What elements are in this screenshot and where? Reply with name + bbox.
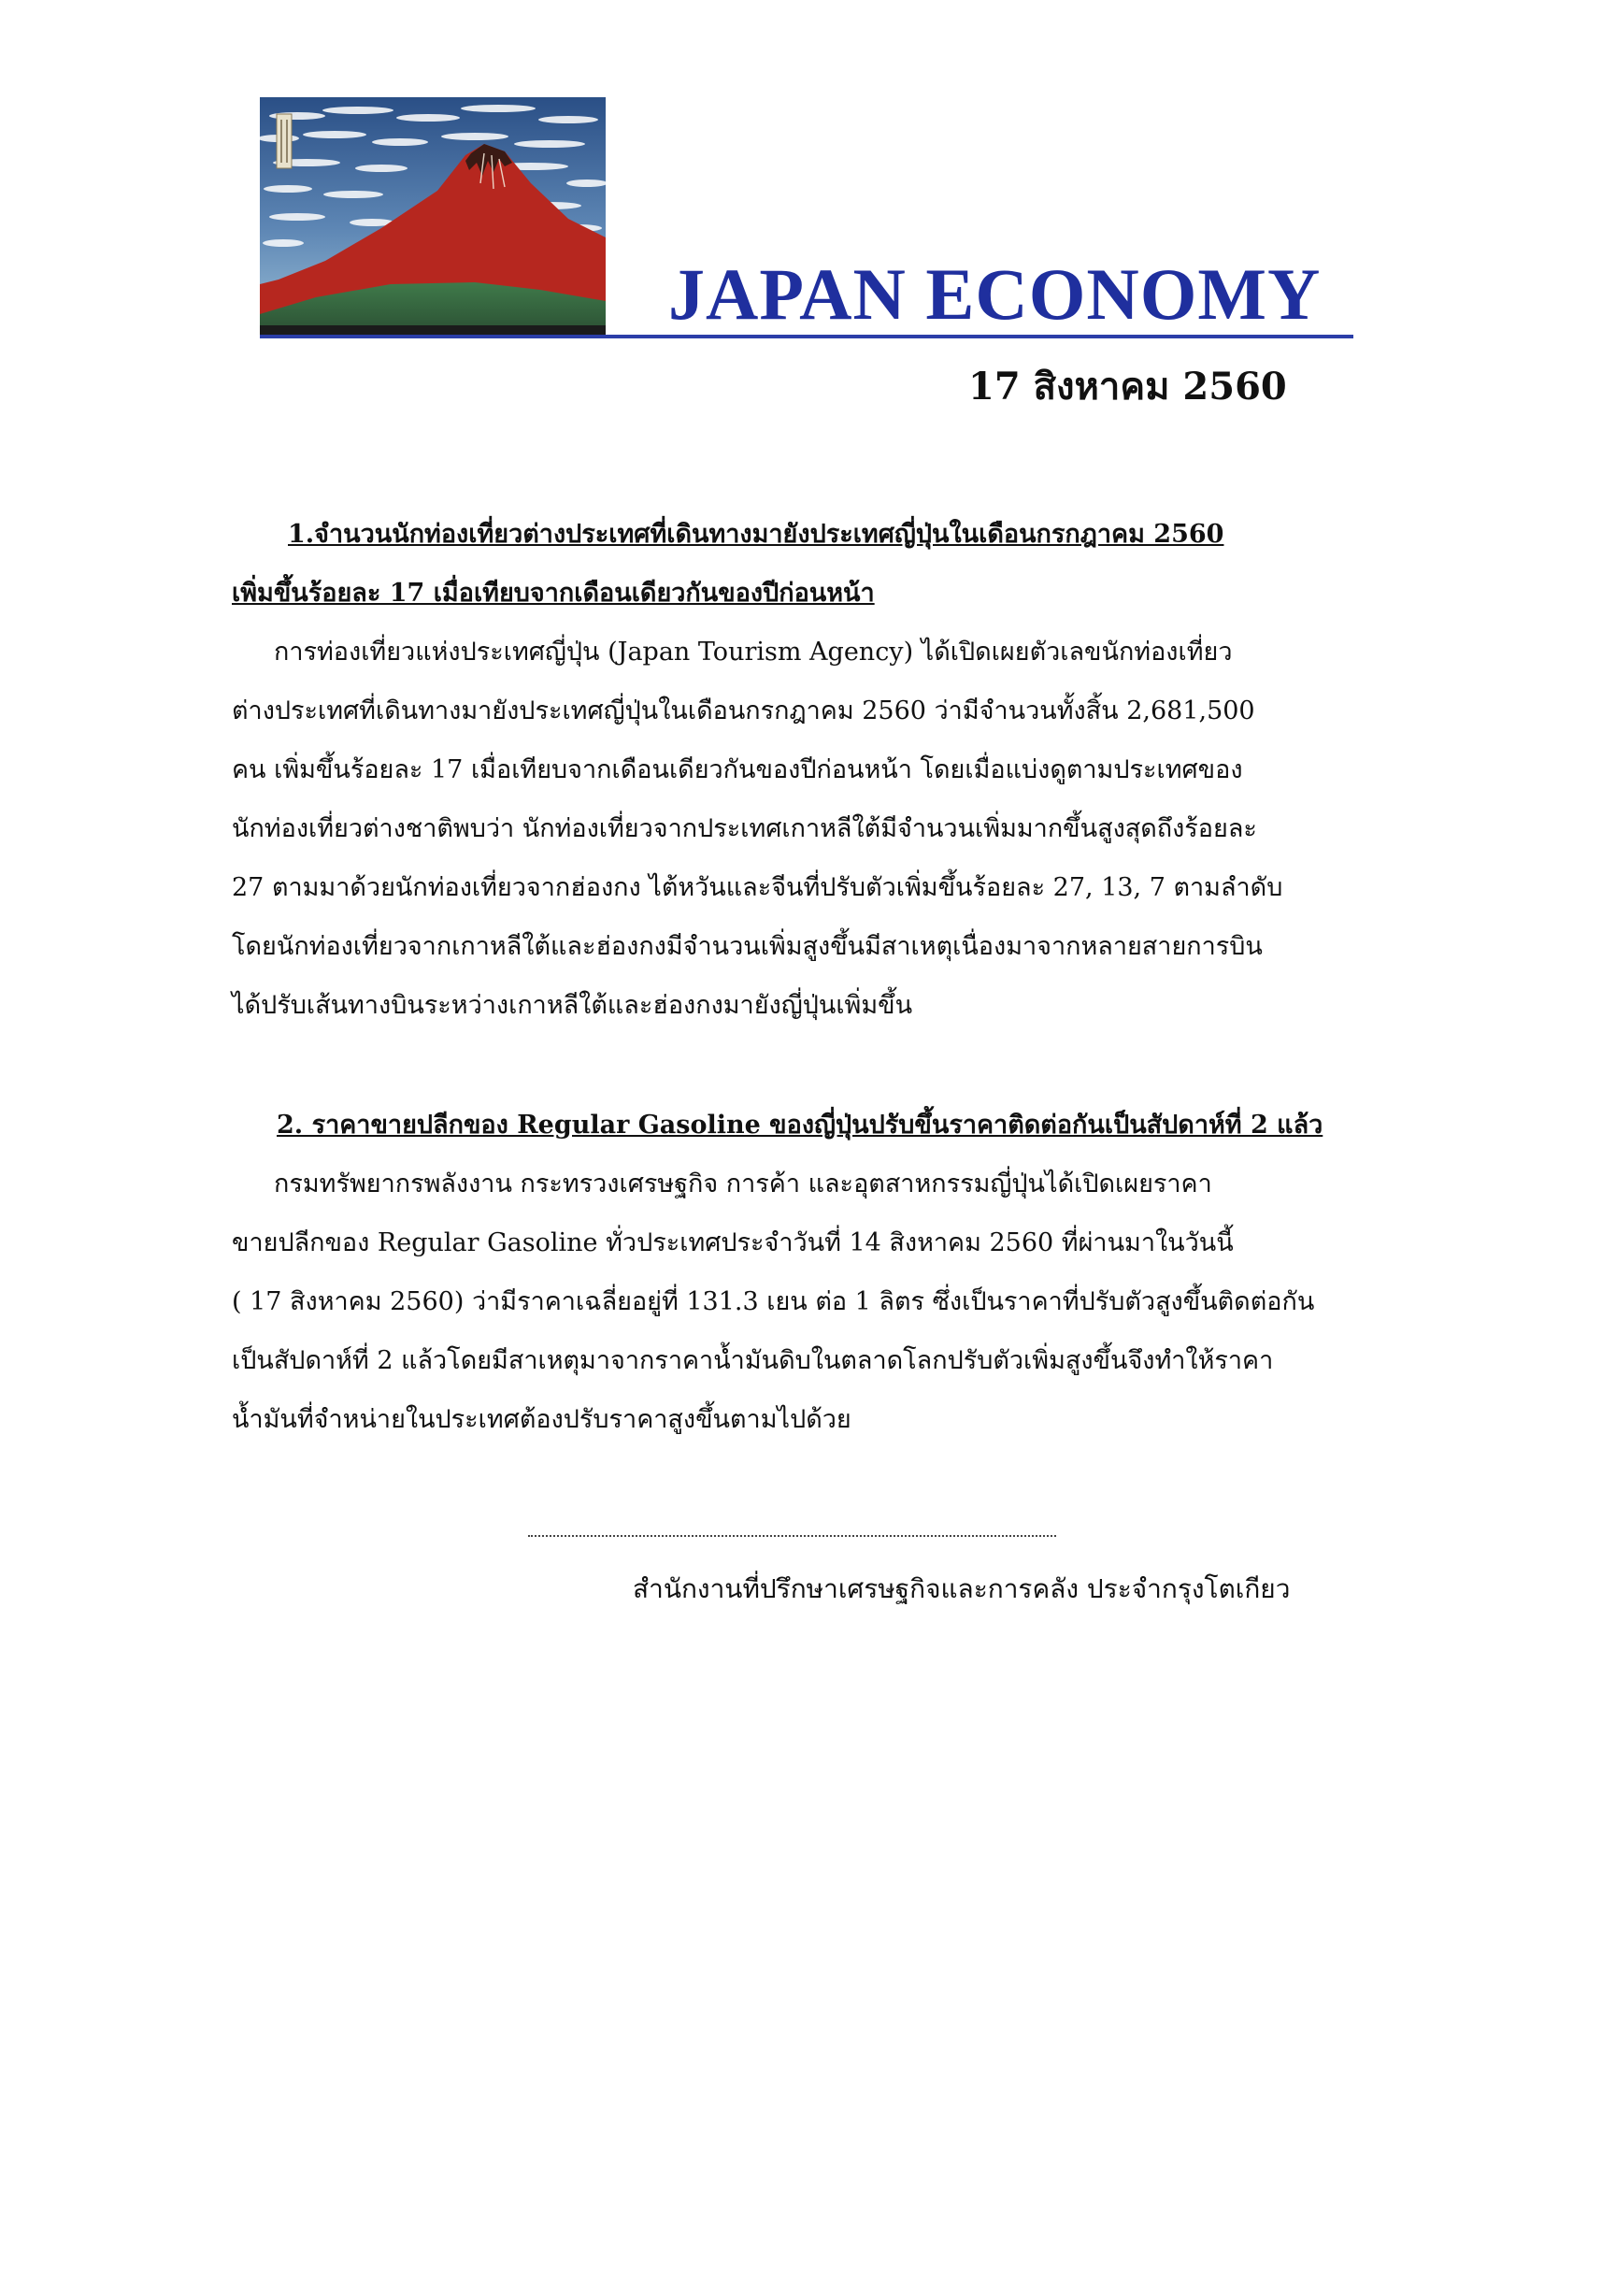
red-fuji-print-image (260, 97, 606, 335)
signature-line (528, 1526, 1056, 1537)
paragraph-line: 27 ตามมาด้วยนักท่องเที่ยวจากฮ่องกง ไต้หวันและจีนที่ปรับตัวเพิ่มขึ้นร้อยละ 27, 13, 7 ตามลำดับ (232, 873, 1283, 902)
section-heading: เพิ่มขึ้นร้อยละ 17 เมื่อเทียบจากเดือนเดียวกันของปีก่อนหน้า (232, 579, 875, 608)
news-section-gasoline (232, 1096, 1363, 1449)
paragraph-line: น้ำมันที่จำหน่ายในประเทศต้องปรับราคาสูงขึ้นตามไปด้วย (232, 1405, 851, 1434)
paragraph-line: เป็นสัปดาห์ที่ 2 แล้วโดยมีสาเหตุมาจากราคาน้ำมันดิบในตลาดโลกปรับตัวเพิ่มสูงขึ้นจึงทำให้ราคา (232, 1346, 1274, 1375)
section-heading: 1.จำนวนนักท่องเที่ยวต่างประเทศที่เดินทางมายังประเทศญี่ปุ่นในเดือนกรกฎาคม 2560 (288, 520, 1224, 549)
report-date: 17 สิงหาคม 2560 (968, 365, 1287, 409)
paragraph-line: กรมทรัพยากรพลังงาน กระทรวงเศรษฐกิจ การค้า และอุตสาหกรรมญี่ปุ่นได้เปิดเผยราคา (274, 1170, 1212, 1198)
office-name: สำนักงานที่ปรึกษาเศรษฐกิจและการคลัง ประจำกรุงโตเกียว (633, 1573, 1291, 1604)
paragraph-line: ได้ปรับเส้นทางบินระหว่างเกาหลีใต้และฮ่องกงมายังญี่ปุ่นเพิ่มขึ้น (232, 991, 913, 1020)
paragraph-line: นักท่องเที่ยวต่างชาติพบว่า นักท่องเที่ยวจากประเทศเกาหลีใต้มีจำนวนเพิ่มมากขึ้นสูงสุดถึงร้อยละ (232, 814, 1257, 843)
paragraph-line: การท่องเที่ยวแห่งประเทศญี่ปุ่น (Japan Tourism Agency) ได้เปิดเผยตัวเลขนักท่องเที่ยว (274, 638, 1233, 667)
news-section-tourism (232, 505, 1363, 1035)
paragraph-line: ( 17 สิงหาคม 2560) ว่ามีราคาเฉลี่ยอยู่ที่ 131.3 เยน ต่อ 1 ลิตร ซึ่งเป็นราคาที่ปรับตัวสูงขึ้นติดต่อกัน (232, 1287, 1315, 1316)
paragraph-line: ขายปลีกของ Regular Gasoline ทั่วประเทศประจำวันที่ 14 สิงหาคม 2560 ที่ผ่านมาในวันนี้ (232, 1228, 1234, 1257)
header-rule (260, 335, 1353, 338)
paragraph-line: ต่างประเทศที่เดินทางมายังประเทศญี่ปุ่นในเดือนกรกฎาคม 2560 ว่ามีจำนวนทั้งสิ้น 2,681,500 (232, 696, 1255, 725)
page-title: JAPAN ECONOMY (668, 253, 1322, 335)
section-heading: 2. ราคาขายปลีกของ Regular Gasoline ของญี่ปุ่นปรับขึ้นราคาติดต่อกันเป็นสัปดาห์ที่ 2 แล้ว (277, 1111, 1323, 1140)
paragraph-line: โดยนักท่องเที่ยวจากเกาหลีใต้และฮ่องกงมีจำนวนเพิ่มสูงขึ้นมีสาเหตุเนื่องมาจากหลายสายการบิน (232, 932, 1263, 961)
paragraph-line: คน เพิ่มขึ้นร้อยละ 17 เมื่อเทียบจากเดือนเดียวกันของปีก่อนหน้า โดยเมื่อแบ่งดูตามประเทศของ (232, 755, 1243, 784)
